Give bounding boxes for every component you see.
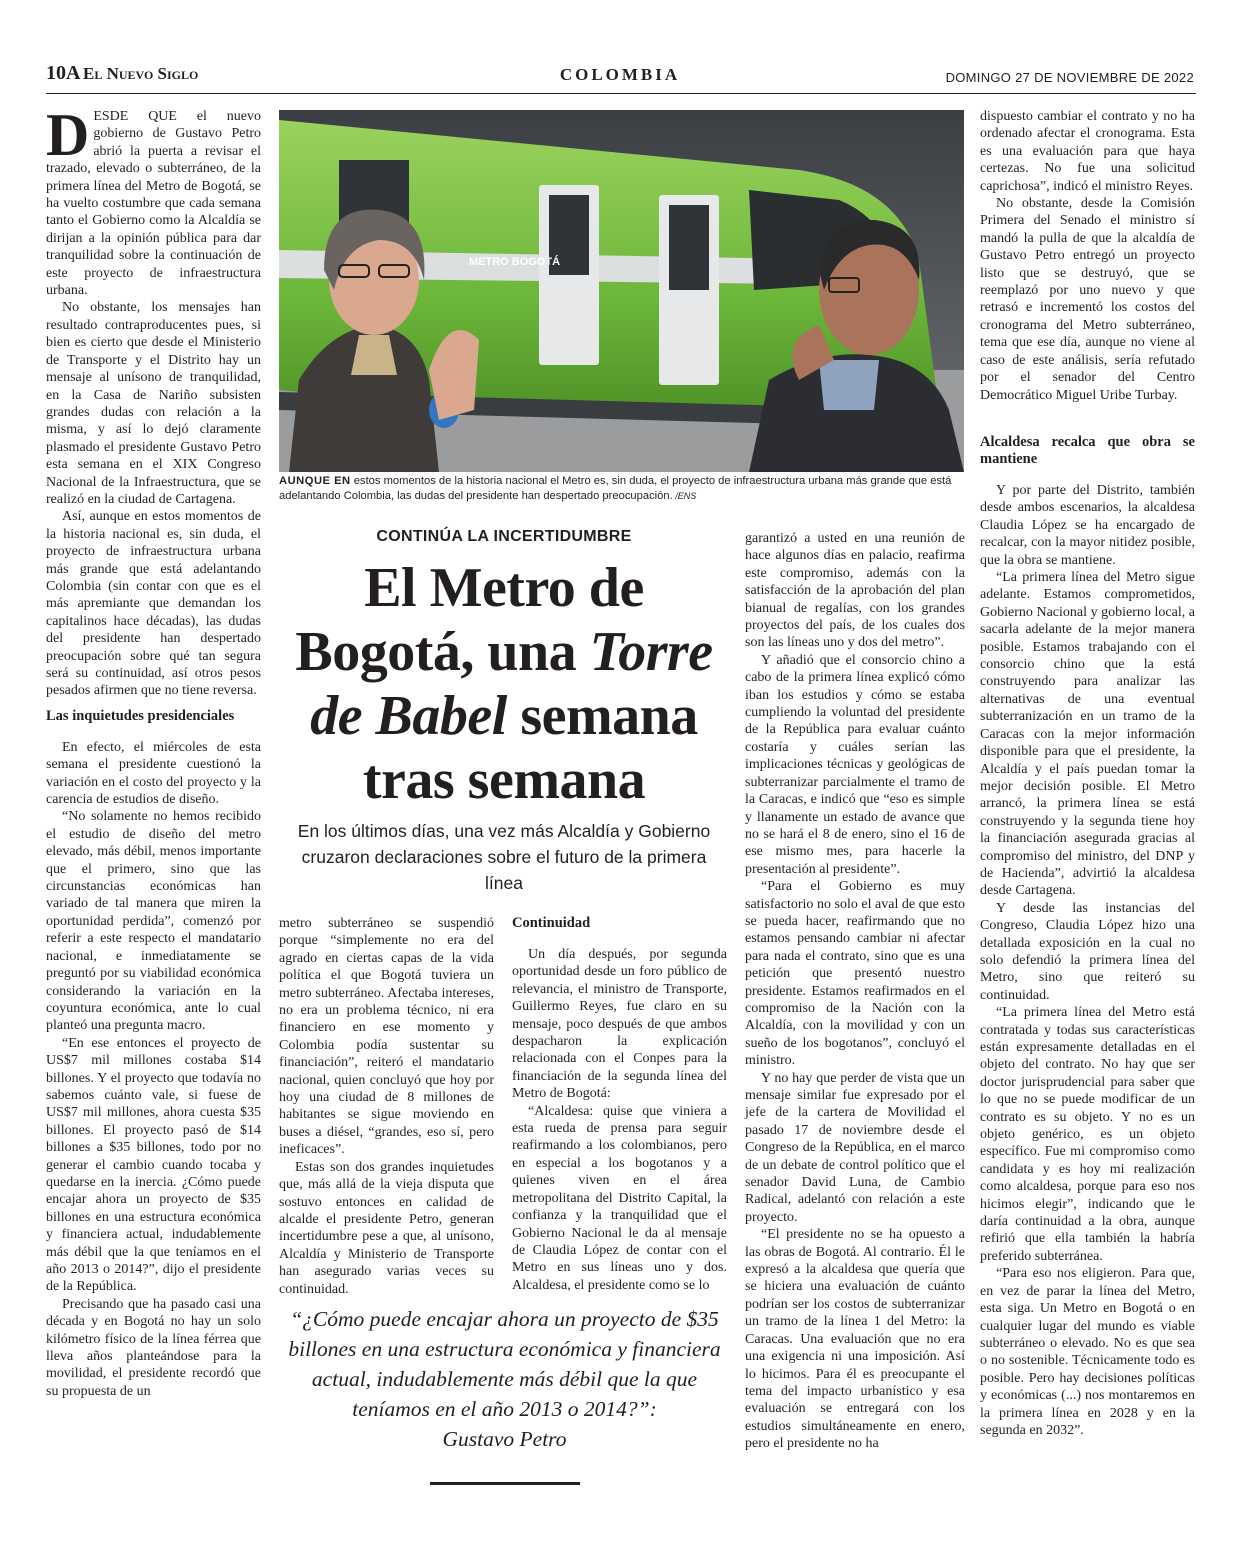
page-number: 10A [46, 62, 81, 84]
paragraph: En efecto, el miércoles de esta semana el presidente cuestionó la variación en el costo del proyecto y la carencia de estudios de diseño. [46, 739, 261, 808]
article-column-4 [980, 108, 1195, 404]
subheading: Continuidad [512, 915, 591, 931]
article-column-1 [46, 102, 261, 1400]
paragraph: Estas son dos grandes inquietudes que, más allá de la vieja disputa que sostuvo entonces en calidad de alcalde el presidente Petro, generan incertidumbre pese a que, al unísono, Alcaldía y Ministerio de Transporte han asegurado varias veces su continuidad. [279, 1159, 494, 1297]
paragraph: “Para el Gobierno es muy satisfactorio no solo el aval de que esto se pueda hacer, reafirmando que no estamos pensando cambiar ni afectar para nada el contrato, sino que es una petición que presentó nuestro presidente. Estamos reafirmados en el compromiso de la Nación con la Alcaldía, con la movilidad y con un sueño de los bogotanos”, concluyó el ministro. [745, 879, 965, 1069]
paragraph: metro subterráneo se suspendió porque “simplemente no era del agrado en ciertas capas de la vida política el que Bogotá tuviera un metro subterráneo. Afectaba intereses, no era un problema técnico, ni era financiero en ese momento y Colombia podía sustentar su financiación”, reiteró el mandatario nacional, quien concluyó que hoy por hoy una ciudad de 8 millones de habitantes se sigue moviendo en buses a diésel, “grandes, eso sí, pero ineficaces”. [279, 916, 494, 1158]
subheading: Alcaldesa recalca que obra se mantiene [980, 434, 1195, 467]
kicker: CONTINÚA LA INCERTIDUMBRE [376, 528, 632, 545]
section-title: COLOMBIA [559, 65, 681, 84]
paragraph: No obstante, los mensajes han resultado contraproducentes pues, si bien es cierto que desde el Ministerio de Transporte y el Distrito hay un mensaje al unísono de tranquilidad, en la Casa de Nariño subsisten grandes dudas con relación a la misma, y así lo dejó claramente plasmado el presidente Gustavo Petro esta semana en el XIX Congreso Nacional de la Infraestructura, que se realizó en la ciudad de Cartagena. [46, 300, 261, 507]
metro-train-photo [279, 110, 964, 472]
paragraph: “No solamente no hemos recibido el estudio de diseño del metro elevado, más débil, menos importante que el primero, sino que las circunstancias económicas han variado de tal manera que miren la oportunidad perdida”, comenzó por referir a este respecto el mandatario nacional, e inmediatamente se preguntó por su viabilidad económica considerando la variación en la coyuntura económica, ante lo cual planteó una pregunta macro. [46, 809, 261, 1034]
subheading: Las inquietudes presidenciales [46, 707, 235, 724]
pull-quote-text: “¿Cómo puede encajar ahora un proyecto de $35 billones en una estructura económica y financiera actual, indudablemente más débil que la que teníamos en el año 2013 o 2014?”: [288, 1307, 721, 1421]
metro-logo: METRO BOGOTÁ [469, 256, 561, 268]
article-photo [279, 110, 964, 472]
issue-date: DOMINGO 27 DE NOVIEMBRE DE 2022 [945, 70, 1194, 85]
deck: En los últimos días, una vez más Alcaldía y Gobierno cruzaron declaraciones sobre el futuro de la primera línea [297, 821, 711, 893]
paragraph: “En ese entonces el proyecto de US$7 mil millones costaba $14 billones. Y el proyecto que todavía no sabemos cuánto vale, si fuese de US$7 mil millones, ahora cuesta $35 billones. El proyecto pasó de $14 billones a $35 billones, todo por no generar el cambio cuando tocaba y quedarse en la inercia. ¿Cómo puede encajar ahora un proyecto de $35 billones en una estructura económica y financiera actual, indudablemente más débil que la que teníamos en el año 2013 o 2014?”, dijo el presidente de la República. [46, 1035, 261, 1295]
pull-quote [282, 1304, 727, 1454]
paragraph: “La primera línea del Metro sigue adelante. Estamos comprometidos, Gobierno Nacional y gobierno local, a sacarla adelante de la mejor manera posible. Estamos trabajando con el consorcio chino que la está construyendo para analizar las alternativas de una eventual subterranización en un tramo de la Caracas con la mejor información disponible para que el presidente, la Alcaldía y el país puedan tomar la mejor decisión posible. El Metro arrancó, la primera línea se está construyendo y la segunda tiene hoy la financiación asegurada gracias al compromiso del ministro, del DNP y de Hacienda”, advirtió la alcaldesa desde Cartagena. [980, 570, 1195, 899]
paragraph: Así, aunque en estos momentos de la historia nacional es, sin duda, el proyecto de infraestructura urbana más grande que está adelantando Colombia (sin contar con que es el más apremiante que demandan los capitalinos hace décadas), las dudas del presidente han despertado preocupación sobre qué tan segura será su continuidad, así otros pesos pesados afirmen que no tiene reversa. [46, 509, 261, 699]
paragraph: garantizó a usted en una reunión de hace algunos días en palacio, reafirma este compromiso, además con la satisfacción de la aprobación del plan bianual de regalías, con los grandes proyectos del país, de los cuales dos son las líneas uno y dos del metro”. [745, 531, 965, 651]
paragraph: No obstante, desde la Comisión Primera del Senado el ministro sí mandó la pulla de que la alcaldía de Gustavo Petro entregó un proyecto listo que se destruyó, que se reemplazó por uno nuevo y que retrasó e incrementó los costos del cronograma del Metro subterráneo, tema que ese día, aunque no viene al caso de este análisis, sería refutado por el senador del Centro Democrático Miguel Uribe Turbay. [980, 196, 1195, 403]
header-rule [46, 93, 1196, 94]
drop-cap: D [46, 102, 90, 168]
paragraph: Y no hay que perder de vista que un mensaje similar fue expresado por el jefe de la cartera de Movilidad el pasado 17 de noviembre desde el Congreso de la República, en el marco de un debate de control político que el senador David Luna, de Cambio Radical, adelantó con relación a este proyecto. [745, 1070, 965, 1225]
paragraph: “Para eso nos eligieron. Para que, en vez de parar la línea del Metro, esta siga. Un Metro en Bogotá o en cualquier lugar del mundo es viable subterráneo o elevado. No es que sea o no sostenible. Técnicamente todo es posible. Pero hay decisiones políticas y económicas (...) nos montaremos en la primera línea en 2028 y en la segunda en 2032”. [980, 1266, 1195, 1438]
paragraph: dispuesto cambiar el contrato y no ha ordenado afectar el cronograma. Esta es una evaluación para que haya certezas. No fue una solicitud caprichosa”, indicó el ministro Reyes. [980, 109, 1195, 194]
paragraph: “La primera línea del Metro está contratada y todas sus características están expresamente detalladas en el objeto del contrato. No hay que ser doctor jurisprudencial para saber que lo que no se puede modificar de un contrato es su objeto. Y no es un objeto genérico, es un objeto específico. Fue mi compromiso como candidata y es hoy mi realización como alcaldesa, porque para eso nos hicimos elegir”, indicando que le daría continuidad a la obra, aunque refirió que ella también la habría preferido subterránea. [980, 1005, 1195, 1264]
paragraph: Un día después, por segunda oportunidad desde un foro público de relevancia, el ministro de Transporte, Guillermo Reyes, fue claro en su mensaje, poco después de que ambos despacharon la explicación relacionada con el Conpes para la financiación de la segunda línea del Metro de Bogotá: [512, 947, 727, 1102]
paragraph: Y por parte del Distrito, también desde ambos escenarios, la alcaldesa Claudia López se ha encargado de recalcar, con la mayor nitidez posible, que la obra se mantiene. [980, 483, 1195, 568]
article-column-2 [279, 915, 494, 1298]
article-column-3 [512, 915, 727, 1294]
photo-caption: AUNQUE EN estos momentos de la historia nacional el Metro es, sin duda, el proyecto de infraestructura urbana más grande que está adelantando Colombia, las dudas del presidente han despertado preocupación. /ENS [279, 475, 952, 502]
paragraph: Y añadió que el consorcio chino a cabo de la primera línea explicó cómo iban los estudios y cómo se estaba cumpliendo la voluntad del presidente de la República para evaluar cuánto costaría y cuáles serían las implicaciones técnicas y geológicas de subterranizar parcialmente el tramo de la Caracas, e indicó que “eso es simple y llanamente un estado de avance que no se hará el 8 de enero, sino el 16 de ese mismo mes, para hacerle la presentación al presidente”. [745, 652, 965, 877]
paragraph: “Alcaldesa: quise que viniera a esta rueda de prensa para seguir reafirmando a los colombianos, pero en especial a los bogotanos y a quienes viven en el área metropolitana del Distrito Capital, la confianza y la tranquilidad que el Gobierno Nacional le da al mensaje de Claudia López de contar con el Metro en sus líneas uno y dos. Alcaldesa, el presidente como se lo [512, 1103, 727, 1293]
article-column-4b [980, 434, 1195, 1439]
headline: El Metro de Bogotá, una Torre de Babel semana tras semana [295, 557, 713, 811]
pull-quote-author: Gustavo Petro [442, 1427, 567, 1451]
paragraph: Y desde las instancias del Congreso, Claudia López hizo una detallada exposición en la cual no solo defendió la primera línea del Metro, sino que reiteró su continuidad. [980, 900, 1195, 1003]
paragraph: Precisando que ha pasado casi una década y en Bogotá no hay un solo kilómetro físico de la línea férrea que lleva años planteándose para la movilidad, el presidente recordó que su propuesta de un [46, 1296, 261, 1399]
pull-quote-rule [430, 1482, 580, 1485]
article-column-3b [745, 530, 965, 1453]
newspaper-name: El Nuevo Siglo [83, 64, 199, 83]
lead-paragraph: DESDE QUE el nuevo gobierno de Gustavo Petro abrió la puerta a revisar el trazado, elevado o subterráneo, de la primera línea del Metro de Bogotá, se ha vuelto costumbre que cada semana tanto el Gobierno como la Alcaldía se dirijan a la opinión pública para dar tranquilidad sobre la continuación de este proyecto de infraestructura urbana. [46, 102, 261, 299]
paragraph: “El presidente no se ha opuesto a las obras de Bogotá. Al contrario. Él le expresó a la alcaldesa que quería que se hiciera una evaluación de cuánto podrían ser los costos de subterranizar un tramo de la línea 1 del Metro: la Caracas. Una evaluación que no era una exigencia ni una imposición. Así lo hicimos. Para él es preocupante el tema del impacto urbanístico y esa evaluación se entregará con los estudios simultáneamente en enero, pero el presidente no ha [745, 1227, 965, 1452]
